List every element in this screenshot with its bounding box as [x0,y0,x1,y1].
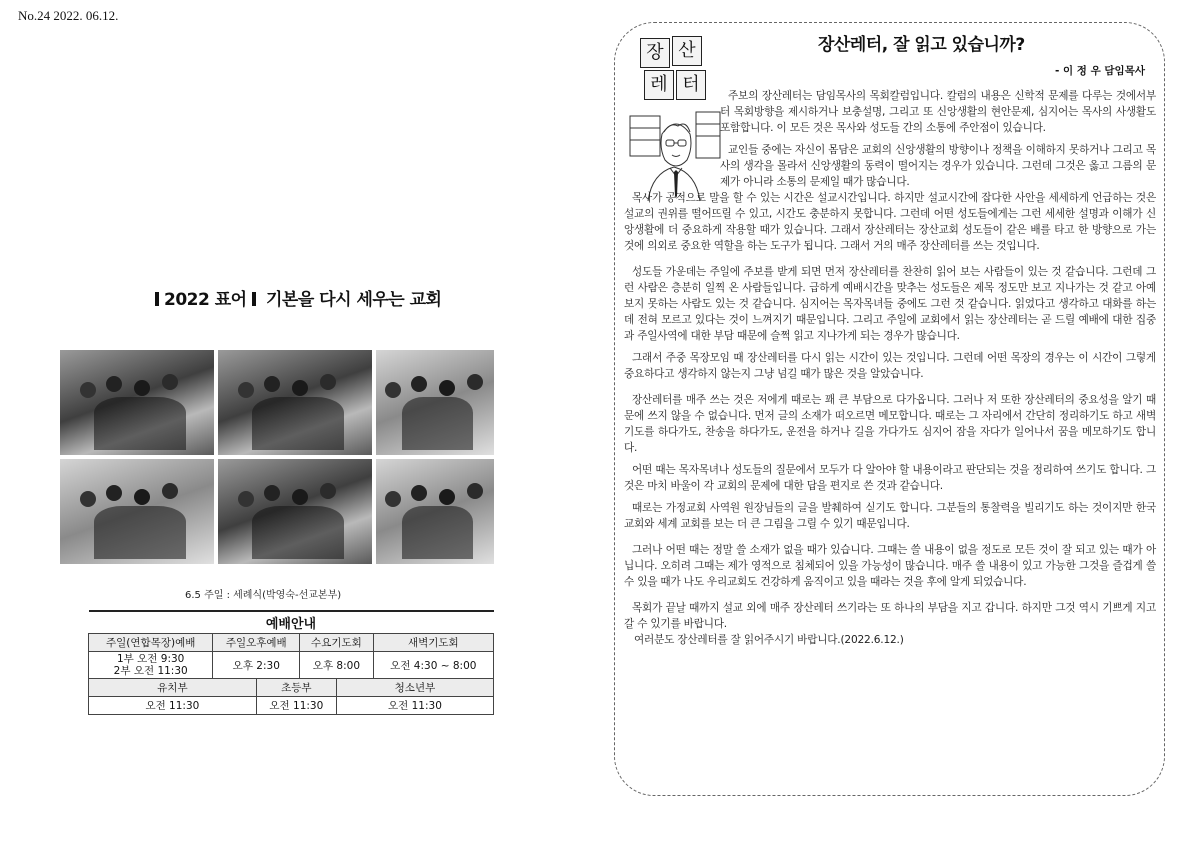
sunday-first-service: 1부 오전 9:30 [117,653,185,665]
header-sunday-service: 주일(연합목장)예배 [89,634,213,652]
letter-paragraph-6: 장산레터를 매주 쓰는 것은 저에게 때로는 꽤 큰 부담으로 다가옵니다. 그러나 저 또한 장산레터의 중요성을 알기 때문에 쓰지 않을 수 없습니다. 먼저 글의 소재가 떠오르면 메모합니다. 때로는 그 자리에서 간단히 정리하기도 하고 새벽기도를 하다가도, 찬송을 하다가도, 운전을 하거나 길을 가다가도 심지어 잠을 자다가 일어나서 꿈을 메모하기도 합니다. [624,394,1156,454]
motto-text: 기본을 다시 세우는 교회 [266,290,442,310]
kindergarten-time: 오전 11:30 [89,697,257,715]
badge-char-3: 레 [644,70,674,100]
motto-bar-left [155,292,159,306]
baptism-photo-grid [60,350,494,566]
letter-headline: 장산레터, 잘 읽고 있습니까? [818,35,1025,55]
motto-year: 2022 표어 [164,290,247,310]
service-title: 예배안내 [89,611,494,634]
baptism-photo-5 [218,459,372,564]
elementary-time: 오전 11:30 [256,697,336,715]
letter-paragraph-9: 그러나 어떤 때는 정말 쓸 소재가 없을 때가 있습니다. 그때는 쓸 내용이 없을 정도로 모든 것이 잘 되고 있는 때가 아닙니다. 오히려 그때는 제가 영적으로 침체되어 있을 가능성이 많습니다. 매주 쓸 내용이 있고 가능한 그것을 즐겁게 쓸 수 있을 때가 나도 우리교회도 건강하게 움직이고 있을 때라는 것을 후에 알게 되었습니다. [624,544,1156,588]
header-kindergarten: 유치부 [89,679,257,697]
service-schedule-table [88,610,494,715]
baptism-photo-6 [376,459,494,564]
motto-bar-right [252,292,256,306]
sunday-service-times [89,652,213,679]
header-wednesday-prayer: 수요기도회 [300,634,373,652]
badge-char-2: 산 [672,36,702,66]
baptism-photo-2 [218,350,372,455]
youth-time: 오전 11:30 [336,697,493,715]
letter-paragraph-4: 성도들 가운데는 주일에 주보를 받게 되면 먼저 장산레터를 찬찬히 읽어 보는 사람들이 있는 것 같습니다. 그런데 그런 사람은 층분히 일찍 온 사람들입니다. 급하게 예배시간을 맞추는 성도들은 제목 정도만 보고 지나가는 것 같고 아예 보지 못하는 사람도 있는 것 같습니다. 심지어는 목자목녀들 중에도 그런 것 같습니다. 읽었다고 생각하고 대화를 하는데 전혀 모르고 있다는 것이 느껴지기 때문입니다. 그리고 주일에 교회에서 읽는 장산레터는 곧 드릴 예배에 대한 집중과 주일사역에 대한 부담 때문에 슬쩍 읽고 지나가게 되는 경우가 많습니다. [624,266,1156,342]
header-dawn-prayer: 새벽기도회 [373,634,493,652]
letter-intro-wrap [720,88,1156,190]
baptism-photo-1 [60,350,214,455]
letter-byline: - 이 정 우 담임목사 [1055,65,1145,77]
letter-paragraph-5: 그래서 주중 목장모임 때 장산레터를 다시 읽는 시간이 있는 것입니다. 그런데 어떤 목장의 경우는 이 시간이 그렇게 중요하다고 생각하지 않는지 그냥 넘길 때가 많은 것을 알았습니다. [624,352,1156,380]
badge-char-1: 장 [640,38,670,68]
motto-heading [150,285,441,310]
letter-body [624,88,1156,654]
letter-paragraph-2: 교인들 중에는 자신이 몸담은 교회의 신앙생활의 방향이나 정책을 이해하지 못하거나 그리고 목사의 생각을 몰라서 신앙생활의 동력이 떨어지는 경우가 있습니다. 그런데 그것은 옳고 그름의 문제가 아니라 소통의 문제일 때가 많습니다. [720,144,1156,188]
sunday-second-service: 2부 오전 11:30 [113,665,188,677]
header-youth: 청소년부 [336,679,493,697]
dawn-prayer-time: 오전 4:30 ~ 8:00 [373,652,493,679]
header-elementary: 초등부 [256,679,336,697]
header-afternoon-service: 주일오후예배 [213,634,300,652]
photo-caption: 6.5 주일 : 세례식(박영숙-선교본부) [185,590,342,601]
letter-paragraph-3: 목사가 공적으로 말을 할 수 있는 시간은 설교시간입니다. 하지만 설교시간에 잡다한 사안을 세세하게 언급하는 것은 설교의 권위를 떨어뜨릴 수 있고, 시간도 충분하지 못합니다. 그런데 어떤 성도들에게는 그런 세세한 설명과 이해가 신앙생활에 더 중요하게 작용할 때가 있습니다. 그래서 장산레터는 장산교회 성도들이 같은 배를 타고 한 방향으로 가는 것에 의외로 중요한 역할을 하는 도구가 됩니다. 그래서 거의 매주 장산레터를 쓰는 것입니다. [624,192,1156,252]
badge-char-4: 터 [676,70,706,100]
issue-number: No.24 2022. 06.12. [18,8,119,23]
wednesday-prayer-time: 오후 8:00 [300,652,373,679]
baptism-photo-3 [376,350,494,455]
letter-paragraph-7: 어떤 때는 목자목녀나 성도들의 질문에서 모두가 다 알아야 할 내용이라고 판단되는 것을 정리하여 쓰기도 합니다. 그것은 마치 바울이 각 교회의 문제에 대한 답을 편지로 쓴 것과 같습니다. [624,464,1156,492]
letter-closing: 여러분도 장산레터를 잘 읽어주시기 바랍니다.(2022.6.12.) [634,634,904,646]
baptism-photo-4 [60,459,214,564]
letter-paragraph-1: 주보의 장산레터는 담임목사의 목회칼럼입니다. 칼럼의 내용은 신학적 문제를 다루는 것에서부터 목회방향을 제시하거나 보충설명, 그리고 또 신앙생활의 현안문제, 심지어는 목사의 사생활도 포함합니다. 이 모든 것은 목사와 성도들 간의 소통에 주안점이 있습니다. [720,90,1156,134]
letter-paragraph-10: 목회가 끝날 때까지 설교 외에 매주 장산레터 쓰기라는 또 하나의 부담을 지고 갑니다. 하지만 그것 역시 기쁘게 지고 갈 수 있기를 바랍니다. [624,602,1156,630]
letter-paragraph-8: 때로는 가정교회 사역원 원장님들의 글을 발췌하여 싣기도 합니다. 그분들의 통찰력을 빌리기도 하는 것이지만 한국교회와 세계 교회를 보는 더 큰 그림을 그릴 수 있기 때문입니다. [624,502,1156,530]
afternoon-service-time: 오후 2:30 [213,652,300,679]
